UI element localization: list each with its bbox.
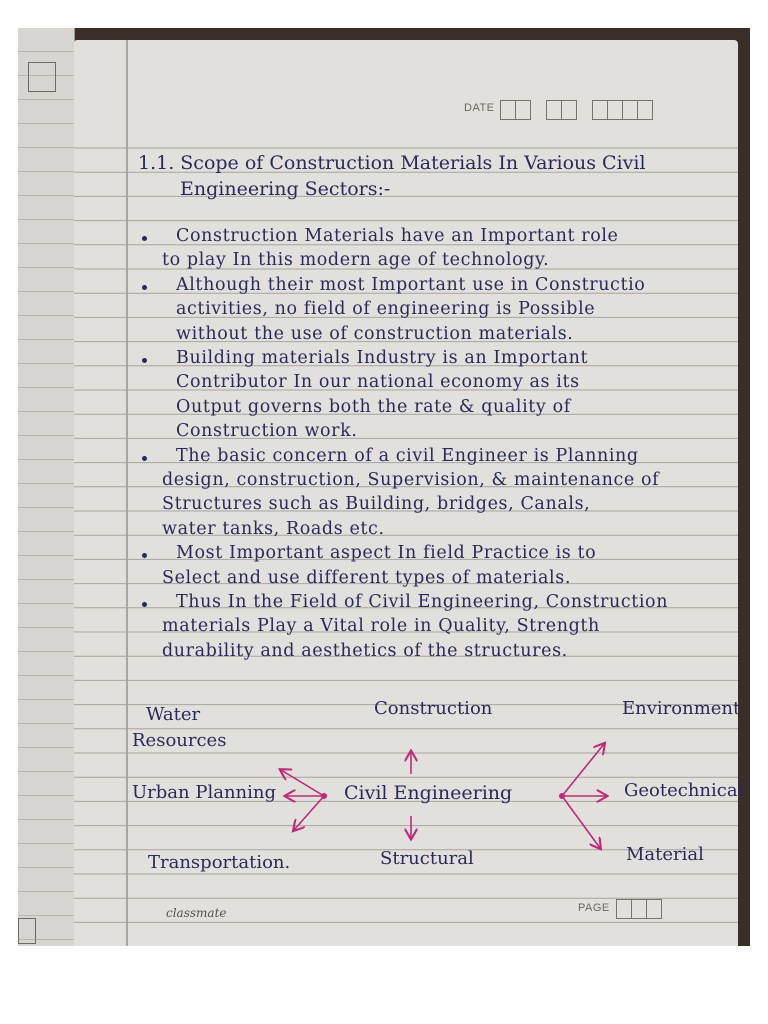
notes-line: Construction Materials have an Important role — [176, 226, 619, 246]
notes-line: Structures such as Building, bridges, Canals, — [162, 494, 591, 515]
bullet-point — [142, 358, 147, 363]
arrow-to-environment — [562, 744, 604, 796]
notebook-page — [74, 40, 744, 946]
heading-line-2: Engineering Sectors:- — [180, 178, 391, 200]
arrow-to-material — [562, 796, 600, 848]
notes-line: Most Important aspect In field Practice is to — [176, 543, 597, 564]
arrow-to-water-resources — [281, 770, 324, 796]
date-box-month — [546, 100, 577, 120]
classmate-brand-logo: classmate — [166, 906, 227, 920]
page-number-box — [616, 899, 662, 919]
left-page-box-bottom — [18, 918, 36, 944]
notes-line: water tanks, Roads etc. — [162, 518, 385, 539]
notes-line: durability and aesthetics of the structures. — [162, 640, 568, 661]
label-environment: Environment — [622, 698, 741, 719]
diagram-right-dot — [559, 793, 565, 799]
notes-line: Construction work. — [176, 421, 358, 442]
notes-line: Contributor In our national economy as its — [176, 372, 580, 393]
label-material: Material — [626, 844, 704, 865]
label-urban-planning: Urban Planning — [132, 782, 276, 803]
notebook-photo — [18, 28, 750, 946]
left-page — [18, 28, 75, 946]
label-geotechnical: Geotechnical — [624, 780, 744, 801]
left-page-box — [28, 62, 56, 92]
notes-line: The basic concern of a civil Engineer is Planning — [176, 445, 639, 466]
notes-line: Select and use different types of materials. — [162, 567, 571, 588]
date-box-year — [592, 100, 653, 120]
label-structural: Structural — [380, 848, 474, 869]
label-transportation: Transportation. — [148, 852, 291, 873]
label-water: Water — [146, 704, 201, 725]
notes-line: Building materials Industry is an Important — [176, 348, 589, 368]
notes-line: activities, no field of engineering is Possible — [176, 299, 596, 320]
label-civil-engineering: Civil Engineering — [344, 782, 513, 804]
date-label: DATE — [464, 102, 495, 114]
label-construction: Construction — [374, 698, 493, 719]
notes-line: Thus In the Field of Civil Engineering, Construction — [176, 592, 669, 612]
bullet-point — [142, 236, 147, 241]
notes-line: Although their most Important use in Constructio — [176, 274, 646, 295]
page-label: PAGE — [578, 902, 610, 914]
notes-line: to play In this modern age of technology. — [162, 250, 550, 271]
diagram-center-dot — [321, 793, 327, 799]
notes-line: Output governs both the rate & quality of — [176, 396, 571, 417]
label-resources: Resources — [132, 730, 227, 751]
notes-line: design, construction, Supervision, & maintenance of — [162, 470, 660, 490]
bullet-point — [142, 285, 147, 290]
arrow-to-transportation — [294, 796, 324, 830]
bullet-point — [142, 602, 147, 607]
bullet-point — [142, 456, 147, 461]
notes-line: materials Play a Vital role in Quality, Strength — [162, 616, 600, 637]
heading-line-1: 1.1. Scope of Construction Materials In Various Civil — [138, 152, 646, 174]
notes-line: without the use of construction materials. — [176, 323, 574, 344]
date-box-day — [500, 100, 531, 120]
